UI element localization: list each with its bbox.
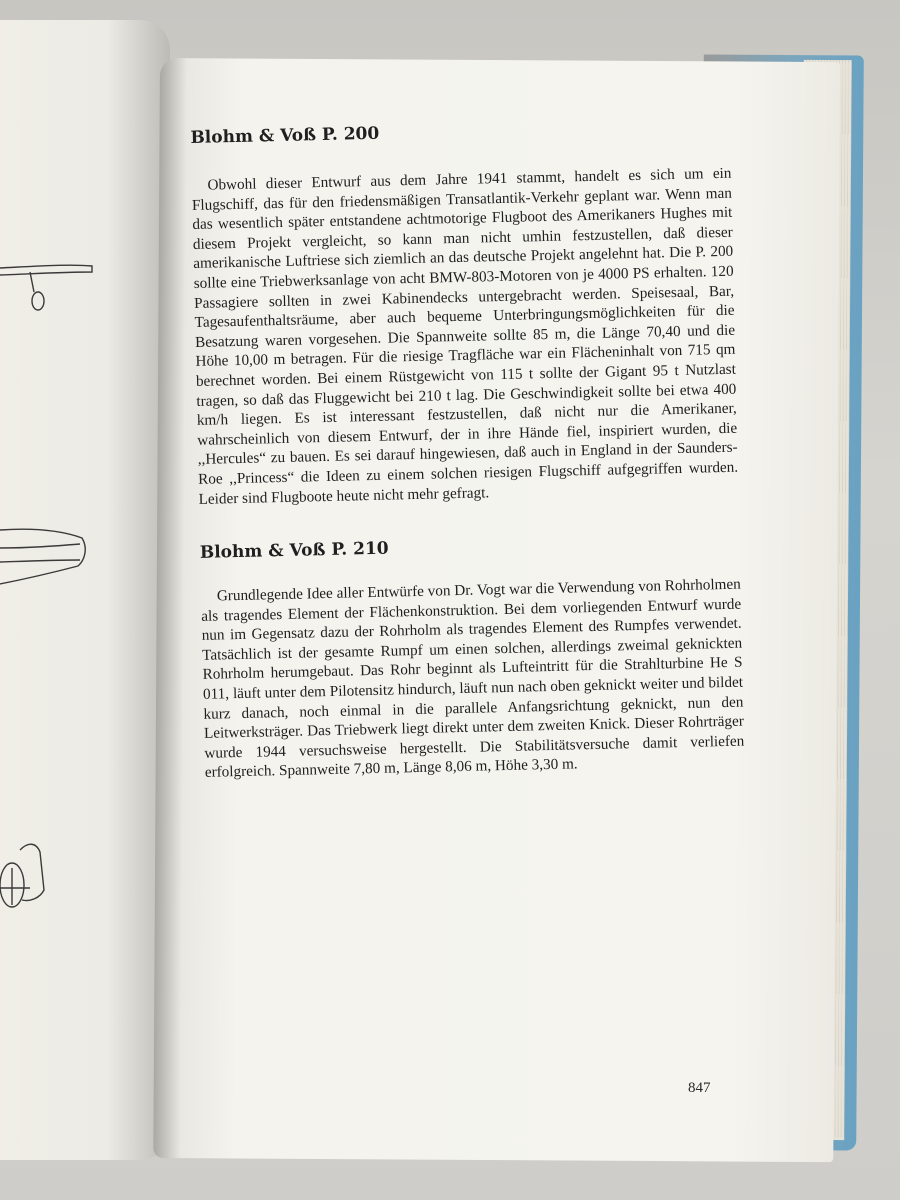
section-body-p200: Obwohl dieser Entwurf aus dem Jahre 1941 stammt, handelt es sich um ein Flugschiff, das für den friedensmäßigen Transatlantik-Verkehr geplant war. Wenn man das wesentlich später entstandene achtmotorige Flugboot des Amerikaners Hughes mit diesem Projekt vergleicht, so kann man nicht umhin festzustellen, daß dieser amerikanische Luftriese sich ziemlich an das deutsche Projekt angelehnt hat. Die P. 200 sollte eine Triebwerksanlage von acht BMW-803-Motoren von je 4000 PS erhalten. 120 Passagiere sollten in zwei Kabinendecks untergebracht werden. Speisesaal, Bar, Tagesaufenthaltsräume, aber auch bequeme Unterbringungsmöglichkeiten für die Besatzung waren vorgesehen. Die Spannweite sollte 85 m, die Länge 70,40 und die Höhe 10,00 m betragen. Für die riesige Tragfläche war ein Flächeninhalt von 715 qm berechnet worden. Bei einem Rüstgewicht von 115 t sollte der Gigant 95 t Nutzlast tragen, so daß das Fluggewicht bei 210 t lag. Die Geschwindigkeit sollte bei etwa 400 km/h liegen. Es ist interessant festzustellen, daß nicht nur die Amerikaner, wahrscheinlich von diesem Entwurf, der in ihre Hände fiel, inspiriert wurden, die ,,Hercules“ zu bauen. Es sei darauf hingewiesen, daß auch in England in der Saunders-Roe ,,Princess“ die Ideen zu einem solchen riesigen Flugschiff aufgegriffen wurden. Leider sind Flugboote heute nicht mehr gefragt. bbox=[191, 164, 739, 508]
section-heading-p210: Blohm & Voß P. 210 bbox=[199, 538, 389, 563]
section-body-p210: Grundlegende Idee aller Entwürfe von Dr. Vogt war die Verwendung von Rohrholmen als tragendes Element der Flächenkonstruktion. Bei dem vorliegenden Entwurf wurde nun im Gegensatz dazu der Rohrholm als tragendes Element des Rumpfes verwendet. Tatsächlich ist der gesamte Rumpf um einen solchen, allerdings zweimal geknickten Rohrholm herumgebaut. Das Rohr beginnt als Lufteintritt für die Strahlturbine He S 011, läuft unter dem Pilotensitz hindurch, läuft nun nach oben geknickt weiter und bildet kurz danach, noch einmal in die parallele Anfangsrichtung geknickt, nun den Leitwerksträger. Das Triebwerk liegt direkt unter dem zweiten Knick. Dieser Rohrträger wurde 1944 versuchsweise hergestellt. Die Stabilitätsversuche damit verliefen erfolgreich. Spannweite 7,80 m, Länge 8,06 m, Höhe 3,30 m. bbox=[201, 575, 745, 782]
page-content bbox=[190, 106, 745, 783]
page-number: 847 bbox=[688, 1080, 711, 1096]
section-heading-p200: Blohm & Voß P. 200 bbox=[190, 123, 380, 148]
